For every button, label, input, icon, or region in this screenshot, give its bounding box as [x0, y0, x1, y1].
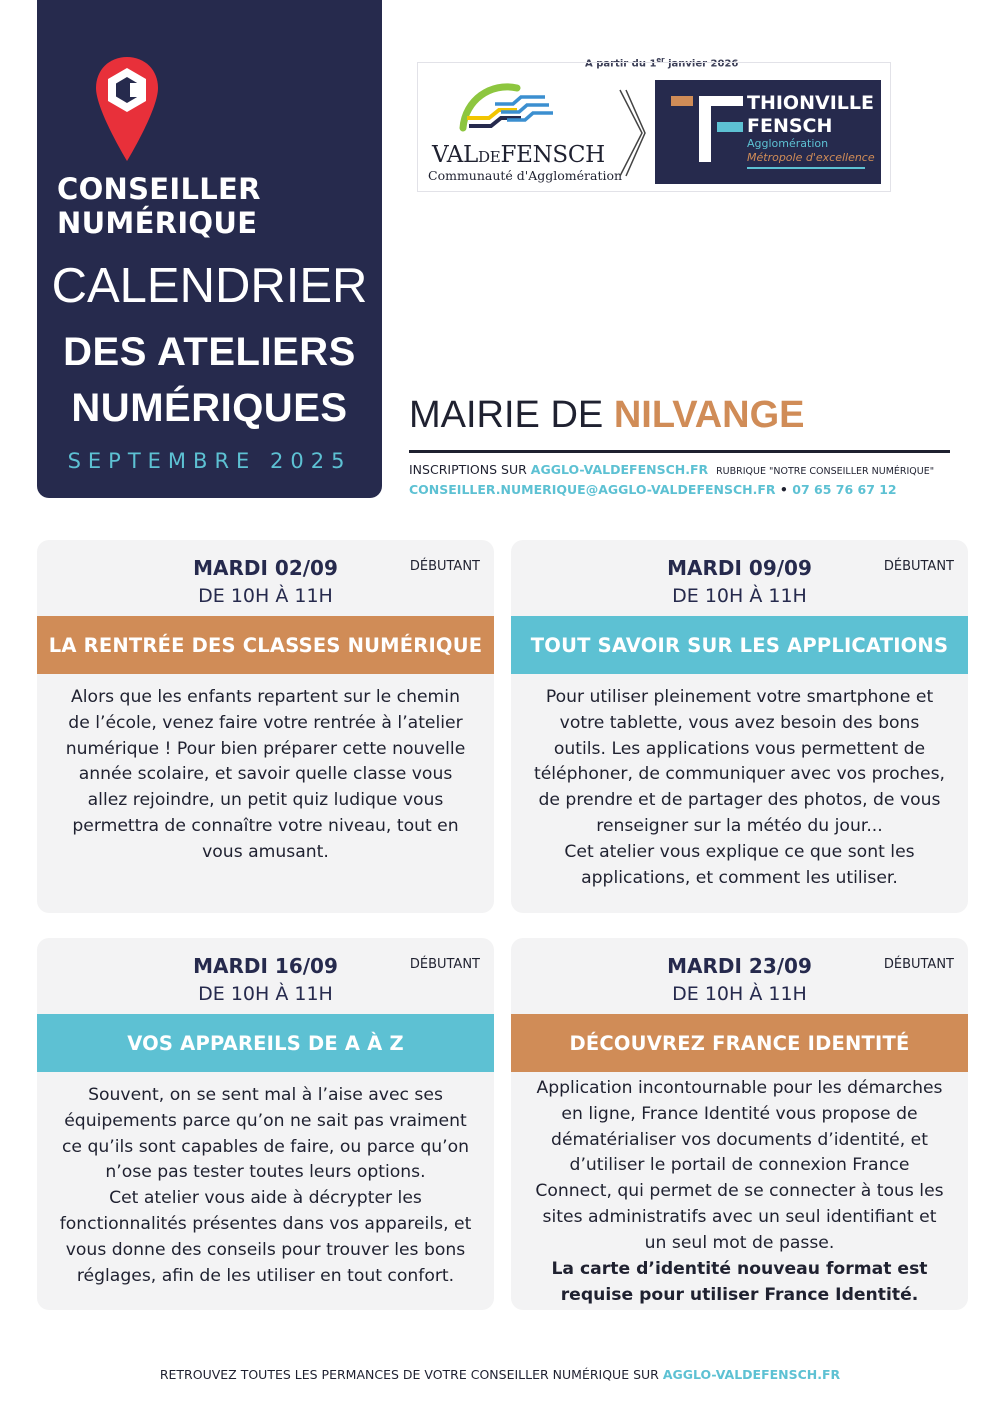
tf-line-1: THIONVILLE: [747, 92, 874, 114]
footer-link[interactable]: AGGLO-VALDEFENSCH.FR: [662, 1367, 841, 1382]
vdf-name-a: VAL: [432, 142, 479, 168]
workshop-level: DÉBUTANT: [409, 957, 480, 972]
workshop-title: DÉCOUVREZ FRANCE IDENTITÉ: [511, 1014, 968, 1072]
workshop-note: La carte d’identité nouveau format est requise pour utiliser France Identité.: [551, 1259, 928, 1305]
workshop-date: MARDI 02/09: [193, 556, 338, 580]
location-divider: [409, 450, 950, 453]
workshop-card: [511, 938, 968, 1310]
vdf-name-b: DE: [478, 148, 501, 166]
tf-underline: [747, 167, 865, 169]
brand-title: [57, 172, 357, 240]
location-pin-icon: [94, 55, 160, 163]
contact-phone[interactable]: 07 65 76 67 12: [792, 482, 897, 497]
location-name: NILVANGE: [613, 394, 805, 436]
workshop-date: MARDI 23/09: [667, 954, 812, 978]
chevron-right-icon: [618, 88, 646, 178]
calendar-subtitle-line-2: NUMÉRIQUES: [71, 386, 348, 430]
workshop-card: [511, 540, 968, 913]
brand-line-1: CONSEILLER: [57, 172, 261, 206]
contact-email[interactable]: CONSEILLER.NUMERIQUE@AGGLO-VALDEFENSCH.FR: [409, 482, 776, 497]
announce-prefix: A partir du 1: [585, 58, 657, 70]
workshop-title: TOUT SAVOIR SUR LES APPLICATIONS: [511, 616, 968, 674]
workshop-description: Application incontournable pour les démarches en ligne, France Identité vous propose de dématérialiser vos documents d’identité, et d’utiliser le portail de connexion France Connect, qui permet de se connecter à tous les sites administratifs avec un seul identifiant et un seul mot de passe.: [535, 1078, 944, 1253]
thionville-fensch-logo: [655, 80, 881, 184]
val-de-fensch-name: [432, 142, 605, 168]
vdf-name-c: FENSCH: [500, 142, 605, 168]
workshop-time: DE 10H À 11H: [198, 585, 333, 607]
calendar-title: CALENDRIER: [51, 259, 368, 313]
workshop-card: [37, 540, 494, 913]
workshop-date: MARDI 09/09: [667, 556, 812, 580]
workshop-level: DÉBUTANT: [883, 957, 954, 972]
calendar-subtitle-line-1: DES ATELIERS: [63, 330, 356, 374]
inscriptions-link[interactable]: AGGLO-VALDEFENSCH.FR: [530, 462, 709, 477]
footer: [0, 1367, 1000, 1382]
contact-line: [409, 482, 897, 497]
contact-separator: •: [779, 482, 788, 497]
workshop-date: MARDI 16/09: [193, 954, 338, 978]
inscriptions-line: [409, 462, 934, 477]
val-de-fensch-logo-icon: [455, 78, 555, 140]
workshop-time: DE 10H À 11H: [198, 983, 333, 1005]
location-heading: [409, 392, 805, 438]
val-de-fensch-subtitle: Communauté d'Agglomération: [428, 168, 623, 183]
hero-panel: [37, 0, 382, 498]
calendar-subtitle: [37, 324, 382, 436]
tf-line-4: Métropole d'excellence: [747, 151, 875, 164]
workshop-title: VOS APPAREILS DE A À Z: [37, 1014, 494, 1072]
workshop-level: DÉBUTANT: [409, 559, 480, 574]
workshop-time: DE 10H À 11H: [672, 585, 807, 607]
location-prefix: MAIRIE DE: [409, 394, 604, 436]
announce-suffix: janvier 2026: [664, 58, 739, 70]
workshop-description: Pour utiliser pleinement votre smartphone et votre tablette, vous avez besoin des bons outils. Les applications vous permettent de téléphoner, de communiquer avec vos proches, de prendre et de partager des photos, de vous renseigner sur la météo du jour... Cet atelier vous explique ce que sont les applications, et comment les utiliser.: [533, 687, 946, 888]
workshop-description: Souvent, on se sent mal à l’aise avec ses équipements parce qu’on ne sait pas vraiment ce qu’ils sont capables de faire, ou parce qu’on n’ose pas tester toutes leurs options. Cet atelier vous aide à décrypter les fonctionnalités présentes dans vos appareils, et vous donne des conseils pour trouver les bons réglages, afin de les utiliser en tout confort.: [59, 1085, 472, 1286]
tf-line-3: Agglomération: [747, 137, 829, 150]
workshop-time: DE 10H À 11H: [672, 983, 807, 1005]
calendar-month: SEPTEMBRE 2025: [67, 449, 352, 473]
inscriptions-label: INSCRIPTIONS SUR: [409, 462, 527, 477]
workshop-card: [37, 938, 494, 1310]
inscriptions-rubric: RUBRIQUE "NOTRE CONSEILLER NUMÉRIQUE": [716, 466, 935, 477]
workshop-title: LA RENTRÉE DES CLASSES NUMÉRIQUE: [37, 616, 494, 674]
announce-sup: er: [656, 56, 665, 64]
workshop-description: Alors que les enfants repartent sur le chemin de l’école, venez faire votre rentrée à l’atelier numérique ! Pour bien préparer cette nouvelle année scolaire, et savoir quelle classe vous allez rejoindre, un petit quiz ludique vous permettra de connaître votre niveau, tout en vous amusant.: [65, 687, 466, 862]
thionville-fensch-mark-icon: [661, 88, 747, 174]
workshop-level: DÉBUTANT: [883, 559, 954, 574]
brand-line-2: NUMÉRIQUE: [57, 206, 258, 240]
tf-line-2: FENSCH: [747, 115, 833, 137]
footer-text: RETROUVEZ TOUTES LES PERMANCES DE VOTRE CONSEILLER NUMÉRIQUE SUR: [159, 1367, 659, 1382]
